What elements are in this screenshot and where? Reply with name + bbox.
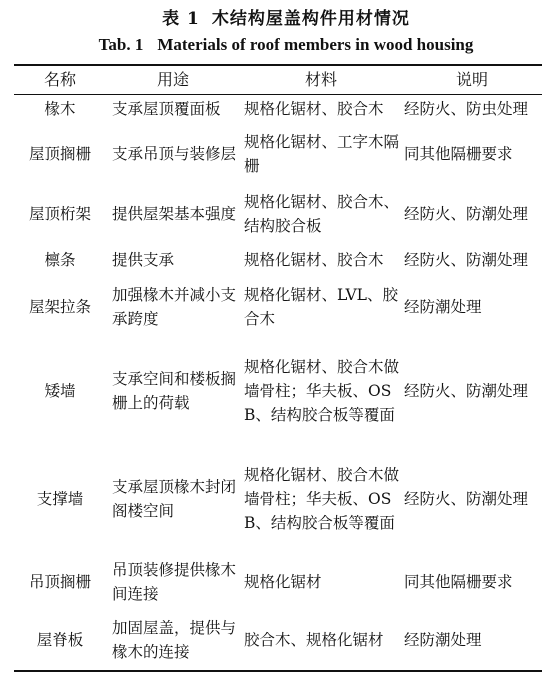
cell-use: 吊顶装修提供椽木间连接 <box>112 560 237 603</box>
cell-material: 规格化锯材、胶合木 <box>244 99 384 118</box>
caption-cn-title: 木结构屋盖构件用材情况 <box>211 9 410 29</box>
cell-note: 经防潮处理 <box>404 631 482 649</box>
cell-use: 加强椽木并减小支承跨度 <box>112 285 237 328</box>
cell-note: 经防火、防潮处理 <box>404 204 529 223</box>
cell-note: 经防火、防虫处理 <box>404 99 529 118</box>
cell-use: 支承空间和楼板搁栅上的荷载 <box>112 369 237 412</box>
cell-name: 矮墙 <box>44 381 76 400</box>
cell-note: 经防火、防潮处理 <box>404 381 529 400</box>
cell-material: 规格化锯材、LVL、胶合木 <box>244 285 398 328</box>
cell-note: 经防火、防潮处理 <box>404 250 529 269</box>
cell-material: 规格化锯材、工字木隔栅 <box>244 132 400 175</box>
cell-name: 屋架拉条 <box>28 297 91 316</box>
table-caption-chinese <box>28 8 544 30</box>
cell-use: 提供屋架基本强度 <box>112 204 237 223</box>
cell-name: 屋顶桁架 <box>28 204 91 223</box>
cell-material: 规格化锯材、胶合木做墙骨柱；华夫板、OSB、结构胶合板等覆面 <box>244 357 400 424</box>
table-row <box>14 553 542 611</box>
caption-en-title: Materials of roof members in wood housing <box>157 35 474 54</box>
cell-name: 椽木 <box>44 99 76 118</box>
table-row <box>14 123 542 185</box>
table-row <box>14 185 542 243</box>
header-material: 材料 <box>304 70 337 89</box>
header-use: 用途 <box>156 70 189 89</box>
header-name: 名称 <box>43 70 76 89</box>
header-note: 说明 <box>455 70 488 89</box>
cell-note: 经防潮处理 <box>404 297 482 316</box>
cell-use: 支承吊顶与装修层 <box>112 144 237 163</box>
caption-cn-number: 表 1 <box>162 9 200 29</box>
table-row <box>14 95 542 123</box>
cell-material: 胶合木、规格化锯材 <box>244 631 384 649</box>
cell-use: 加固屋盖，提供与椽木的连接 <box>112 619 237 661</box>
cell-name: 檩条 <box>44 250 76 269</box>
cell-material: 规格化锯材、胶合木 <box>244 250 384 269</box>
cell-use: 支承屋顶椽木封闭阁楼空间 <box>112 477 237 520</box>
cell-name: 屋脊板 <box>36 631 84 649</box>
table-row <box>14 337 542 445</box>
cell-material: 规格化锯材、胶合木做墙骨柱；华夫板、OSB、结构胶合板等覆面 <box>244 465 400 532</box>
cell-name: 支撑墙 <box>36 489 84 508</box>
cell-use: 支承屋顶覆面板 <box>112 99 221 118</box>
cell-use: 提供支承 <box>112 250 175 269</box>
table-row <box>14 277 542 337</box>
table-caption-english <box>28 34 544 56</box>
table-header-row <box>14 65 542 95</box>
cell-note: 同其他隔栅要求 <box>404 144 513 163</box>
table-row <box>14 243 542 277</box>
cell-material: 规格化锯材、胶合木、结构胶合板 <box>244 192 400 235</box>
cell-note: 经防火、防潮处理 <box>404 489 529 508</box>
cell-name: 吊顶搁栅 <box>28 572 91 591</box>
cell-name: 屋顶搁栅 <box>28 144 91 163</box>
cell-note: 同其他隔栅要求 <box>404 572 513 591</box>
materials-table <box>14 64 542 672</box>
table-row <box>14 611 542 671</box>
caption-en-number: Tab. 1 <box>98 35 144 54</box>
table-row <box>14 445 542 553</box>
cell-material: 规格化锯材 <box>244 572 322 591</box>
